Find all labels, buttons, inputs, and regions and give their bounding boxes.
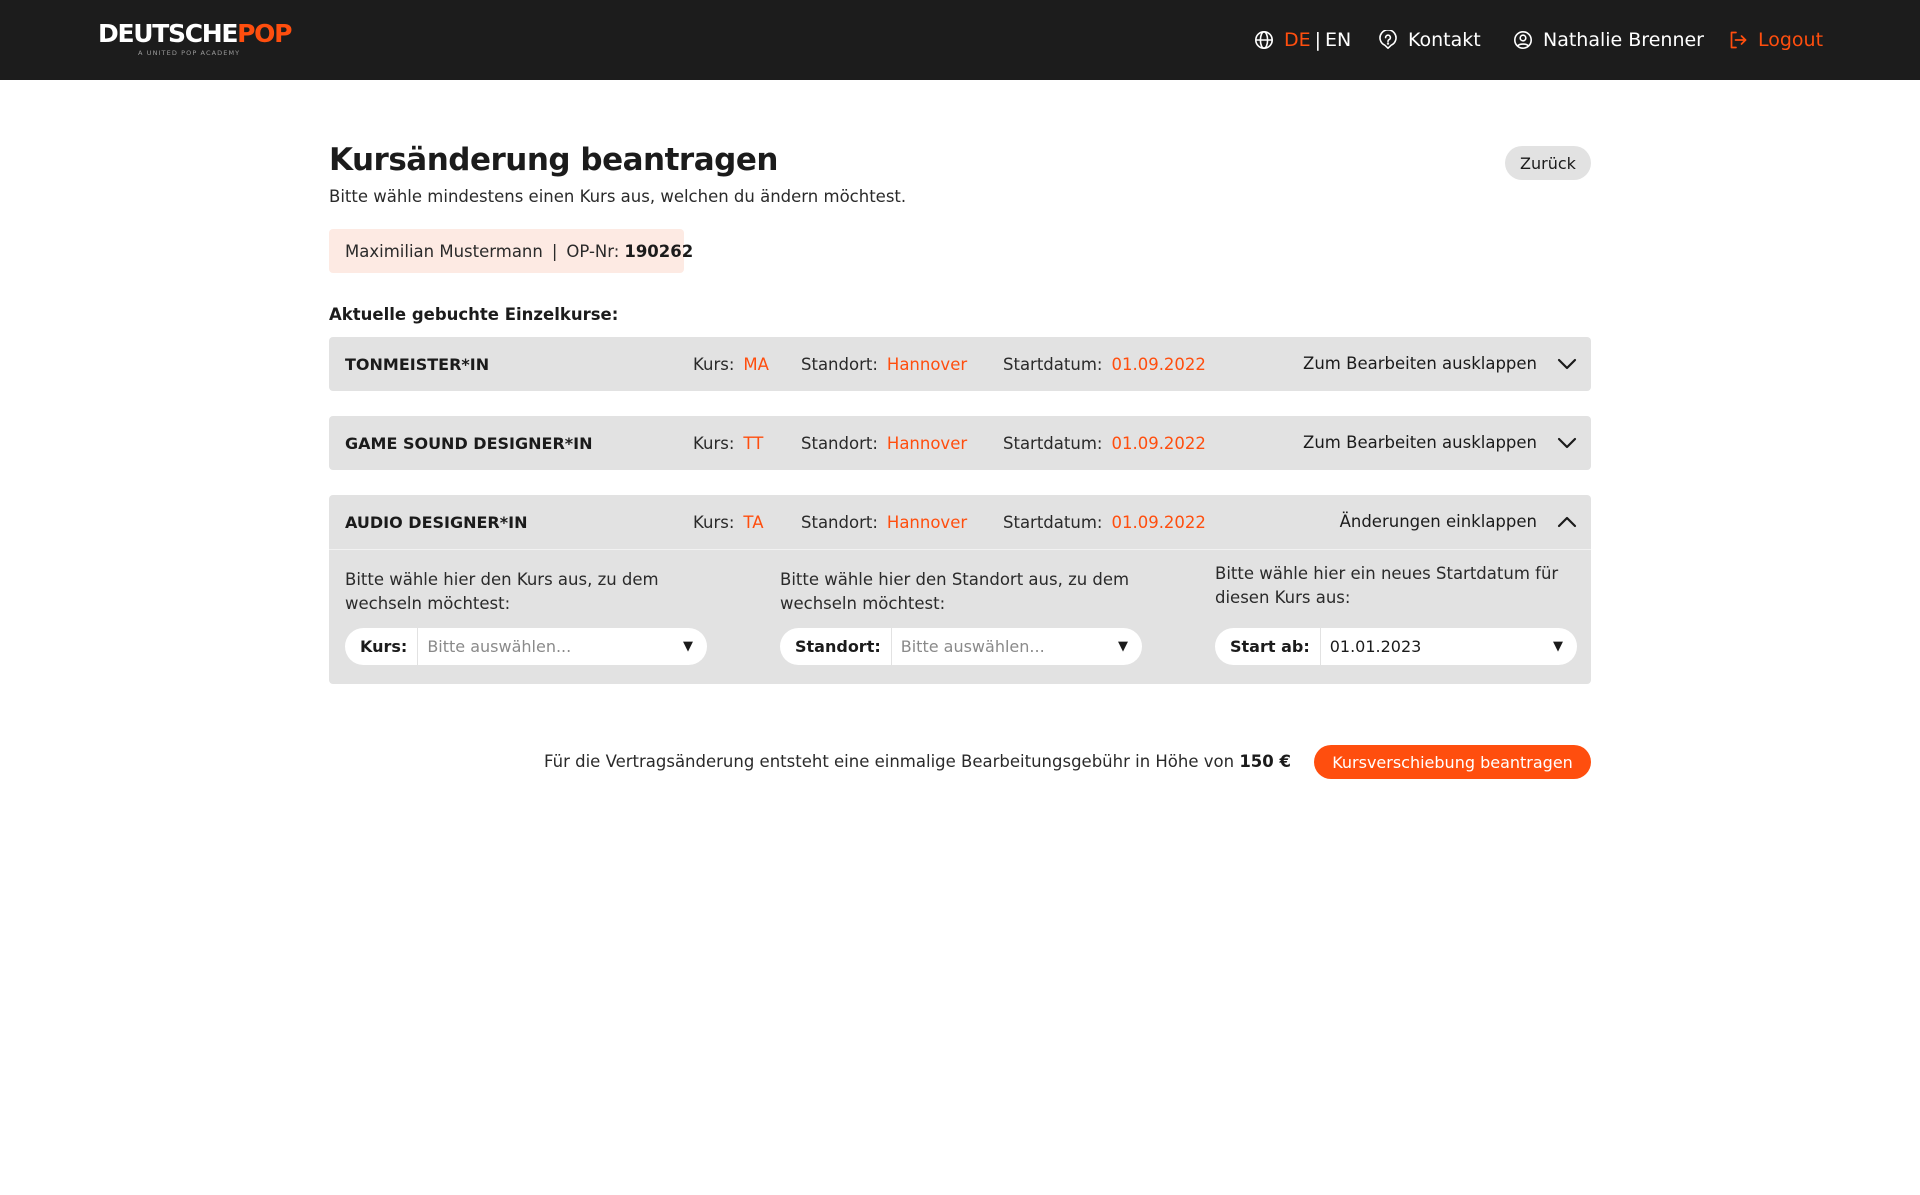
startdatum-value: 01.09.2022	[1111, 355, 1206, 374]
logout-label: Logout	[1758, 29, 1824, 51]
chevron-up-icon	[1557, 516, 1577, 528]
user-name: Nathalie Brenner	[1543, 29, 1704, 51]
course-header[interactable]	[329, 337, 1591, 391]
language-de-link[interactable]: DE	[1284, 29, 1311, 51]
collapse-toggle-label: Änderungen einklappen	[1339, 512, 1537, 531]
start-date-select-label: Start ab:	[1215, 628, 1321, 665]
standort-value: Hannover	[886, 355, 968, 374]
chevron-down-icon	[1557, 358, 1577, 370]
language-en-link[interactable]: EN	[1325, 29, 1352, 51]
standort-label: Standort:	[801, 434, 878, 453]
logo-wordmark	[98, 20, 291, 48]
course-startdatum	[1003, 355, 1206, 374]
language-switcher	[1254, 27, 1351, 53]
logout-icon	[1728, 30, 1748, 50]
logo-wordmark-part2: POP	[237, 19, 292, 48]
standort-select-label: Standort:	[780, 628, 892, 665]
logo-tagline: A UNITED POP ACADEMY	[138, 49, 241, 57]
startdatum-change-group	[1215, 562, 1577, 610]
booked-courses-heading: Aktuelle gebuchte Einzelkurse:	[329, 305, 619, 324]
course-standort	[801, 355, 967, 374]
standort-select-placeholder: Bitte auswählen...	[900, 637, 1045, 656]
kurs-label: Kurs:	[693, 355, 735, 374]
student-name: Maximilian Mustermann	[345, 241, 543, 261]
expand-toggle[interactable]	[1303, 433, 1577, 452]
course-title: GAME SOUND DESIGNER*IN	[345, 434, 593, 453]
kurs-value: TT	[743, 434, 764, 453]
start-date-select-value: 01.01.2023	[1329, 637, 1422, 656]
course-item	[329, 416, 1591, 470]
kurs-label: Kurs:	[693, 513, 735, 532]
expand-toggle[interactable]	[1303, 354, 1577, 373]
page-subtitle: Bitte wähle mindestens einen Kurs aus, welchen du ändern möchtest.	[329, 187, 907, 206]
kurs-select[interactable]	[345, 628, 707, 665]
deutsche-pop-logo[interactable]	[98, 20, 291, 58]
student-info-badge	[329, 229, 694, 273]
contact-link[interactable]	[1378, 27, 1481, 53]
course-title: TONMEISTER*IN	[345, 355, 490, 374]
course-standort	[801, 434, 967, 453]
user-circle-icon	[1513, 30, 1533, 50]
course-startdatum	[1003, 513, 1206, 532]
top-navigation-bar	[0, 0, 1920, 80]
startdatum-change-prompt: Bitte wähle hier ein neues Startdatum für diesen Kurs aus:	[1215, 564, 1559, 607]
course-standort	[801, 513, 967, 532]
course-kurs	[693, 355, 769, 374]
course-header[interactable]	[329, 416, 1591, 470]
contact-label: Kontakt	[1408, 29, 1481, 51]
kurs-value: TA	[743, 513, 764, 532]
course-startdatum	[1003, 434, 1206, 453]
kurs-change-prompt: Bitte wähle hier den Kurs aus, zu dem wechseln möchtest:	[345, 570, 659, 613]
standort-change-group	[780, 568, 1142, 616]
back-button[interactable]: Zurück	[1505, 146, 1591, 180]
course-item	[329, 337, 1591, 391]
kurs-select-placeholder: Bitte auswählen...	[427, 637, 572, 656]
fee-amount: 150 €	[1239, 752, 1291, 771]
startdatum-value: 01.09.2022	[1111, 513, 1206, 532]
collapse-toggle[interactable]	[1340, 512, 1577, 531]
course-header[interactable]	[329, 495, 1591, 549]
caret-down-icon: ▼	[1553, 639, 1563, 654]
user-profile-link[interactable]	[1513, 27, 1704, 53]
course-item-expanded	[329, 495, 1591, 684]
caret-down-icon: ▼	[683, 639, 693, 654]
page-title: Kursänderung beantragen	[329, 142, 778, 178]
chevron-down-icon	[1557, 437, 1577, 449]
kurs-select-label: Kurs:	[345, 628, 418, 665]
kurs-value: MA	[743, 355, 769, 374]
course-title: AUDIO DESIGNER*IN	[345, 513, 528, 532]
standort-select[interactable]	[780, 628, 1142, 665]
expand-toggle-label: Zum Bearbeiten ausklappen	[1303, 433, 1537, 452]
op-number-label: OP-Nr:	[566, 241, 620, 261]
caret-down-icon: ▼	[1118, 639, 1128, 654]
fee-notice-text: Für die Vertragsänderung entsteht eine einmalige Bearbeitungsgebühr in Höhe von	[544, 752, 1235, 771]
op-number-value: 190262	[624, 241, 694, 261]
expand-toggle-label: Zum Bearbeiten ausklappen	[1303, 354, 1537, 373]
language-separator: |	[1314, 29, 1322, 51]
startdatum-label: Startdatum:	[1003, 434, 1103, 453]
startdatum-value: 01.09.2022	[1111, 434, 1206, 453]
kurs-label: Kurs:	[693, 434, 735, 453]
course-kurs	[693, 434, 763, 453]
standort-value: Hannover	[886, 513, 968, 532]
student-info-separator: |	[551, 241, 558, 261]
standort-label: Standort:	[801, 513, 878, 532]
startdatum-label: Startdatum:	[1003, 513, 1103, 532]
kurs-change-group	[345, 568, 707, 616]
standort-label: Standort:	[801, 355, 878, 374]
course-edit-panel	[329, 549, 1591, 684]
globe-icon	[1254, 30, 1274, 50]
request-course-change-button[interactable]: Kursverschiebung beantragen	[1314, 745, 1591, 779]
standort-change-prompt: Bitte wähle hier den Standort aus, zu dem wechseln möchtest:	[780, 570, 1130, 613]
help-circle-icon	[1378, 30, 1398, 50]
fee-notice	[544, 752, 1291, 771]
logout-link[interactable]	[1728, 27, 1823, 53]
startdatum-label: Startdatum:	[1003, 355, 1103, 374]
start-date-select[interactable]	[1215, 628, 1577, 665]
course-kurs	[693, 513, 764, 532]
logo-wordmark-part1: DEUTSCHE	[98, 19, 238, 48]
standort-value: Hannover	[886, 434, 968, 453]
